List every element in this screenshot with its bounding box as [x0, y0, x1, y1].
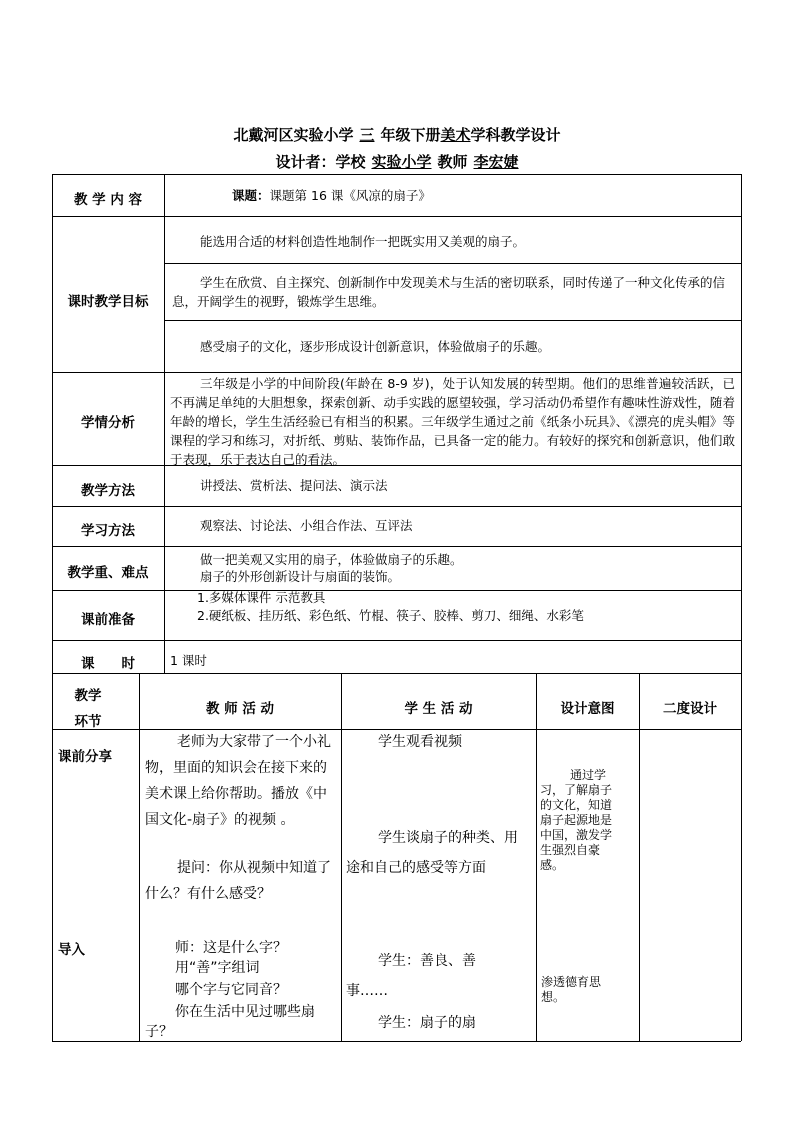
- grade-value: 三: [359, 126, 375, 144]
- study-text: 观察法、讨论法、小组合作法、互评法: [200, 518, 413, 533]
- student-activity-2: 学生谈扇子的种类、用途和自己的感受等方面: [346, 830, 518, 876]
- header-revision: 二度设计: [663, 701, 717, 717]
- teacher-activity-2: 提问：你从视频中知道了什么？有什么感受？: [145, 860, 331, 902]
- key-1: 做一把美观又实用的扇子，体验做扇子的乐趣。: [200, 552, 463, 567]
- prep-1: 1.多媒体课件 示范教具: [197, 590, 326, 605]
- intent-1: 通过学习，了解扇子的文化，知道扇子起源地是中国，激发学生强烈自豪感。: [540, 768, 613, 872]
- hours-value: 1 课时: [170, 653, 207, 668]
- goals-label: 课时教学目标: [67, 294, 149, 310]
- header-teacher: 教 师 活 动: [205, 701, 275, 717]
- header-intent: 设计意图: [560, 701, 615, 717]
- header-student: 学 生 活 动: [404, 701, 473, 717]
- teacher-activity-5: 哪个字与它同音？: [175, 982, 287, 998]
- intent-2: 渗透德育思想。: [541, 975, 602, 1004]
- study-label: 学习方法: [81, 523, 135, 539]
- analysis-label: 学情分析: [81, 415, 135, 431]
- student-activity-4: 学生：扇子的扇: [378, 1015, 476, 1031]
- stage-pre-share: 课前分享: [58, 749, 112, 765]
- teacher-activity-4: 用“善”字组词: [175, 960, 260, 976]
- prep-label: 课前准备: [81, 612, 135, 628]
- student-activity-3: 学生：善良、善事……: [346, 953, 476, 999]
- student-activity-1: 学生观看视频: [378, 734, 462, 750]
- prep-2: 2.硬纸板、挂历纸、彩色纸、竹棍、筷子、胶棒、剪刀、细绳、水彩笔: [197, 608, 584, 623]
- header-stage: 教学环节: [74, 688, 102, 730]
- key-label: 教学重、难点: [67, 565, 149, 581]
- lesson-title: 课题：课题第 16 课《风凉的扇子》: [232, 188, 431, 203]
- method-label: 教学方法: [81, 483, 135, 499]
- teacher-activity-1: 老师为大家带了一个小礼物，里面的知识会在接下来的美术课上给你帮助。播放《中国文化-扇子》的视频 。: [145, 734, 331, 828]
- key-2: 扇子的外形创新设计与扇面的装饰。: [200, 569, 401, 584]
- hours-label: 课 时: [81, 656, 135, 672]
- stage-intro: 导入: [58, 942, 85, 958]
- goal-1: 能选用合适的材料创造性地制作一把既实用又美观的扇子。: [200, 234, 526, 249]
- goal-3: 感受扇子的文化，逐步形成设计创新意识，体验做扇子的乐趣。: [200, 339, 551, 354]
- designer-line: 设计者：学校 实验小学 教师 李宏婕: [275, 153, 519, 171]
- subject-value: 美术: [440, 126, 471, 144]
- document-title: 北戴河区实验小学 三 年级下册美术学科教学设计: [233, 126, 561, 144]
- analysis-text: 三年级是小学的中间阶段(年龄在 8-9 岁)，处于认知发展的转型期。他们的思维普遍较活跃，已不再满足单纯的大胆想象，探索创新、动手实践的愿望较强，学习活动仍希望作有趣味性游戏性，随着年龄的增长，学生生活经验已有相当的积累。三年级学生通过之前《纸条小玩具》、《漂亮的虎头帽》等课程的学习和练习，对折纸、剪贴、装饰作品，已具备一定的能力。有较好的探究和创新意识，他们敢于表现，乐于表达自己的看法。: [170, 376, 735, 467]
- method-text: 讲授法、赏析法、提问法、演示法: [200, 478, 388, 493]
- teacher-activity-6: 你在生活中见过哪些扇子？: [145, 1004, 315, 1040]
- teacher-activity-3: 师：这是什么字？: [175, 940, 287, 956]
- content-label: 教 学 内 容: [73, 192, 143, 208]
- teacher-name: 李宏婕: [473, 153, 519, 171]
- school-name: 实验小学: [371, 153, 432, 171]
- goal-2: 学生在欣赏、自主探究、创新制作中发现美术与生活的密切联系，同时传递了一种文化传承的信息，开阔学生的视野，锻炼学生思维。: [172, 275, 726, 309]
